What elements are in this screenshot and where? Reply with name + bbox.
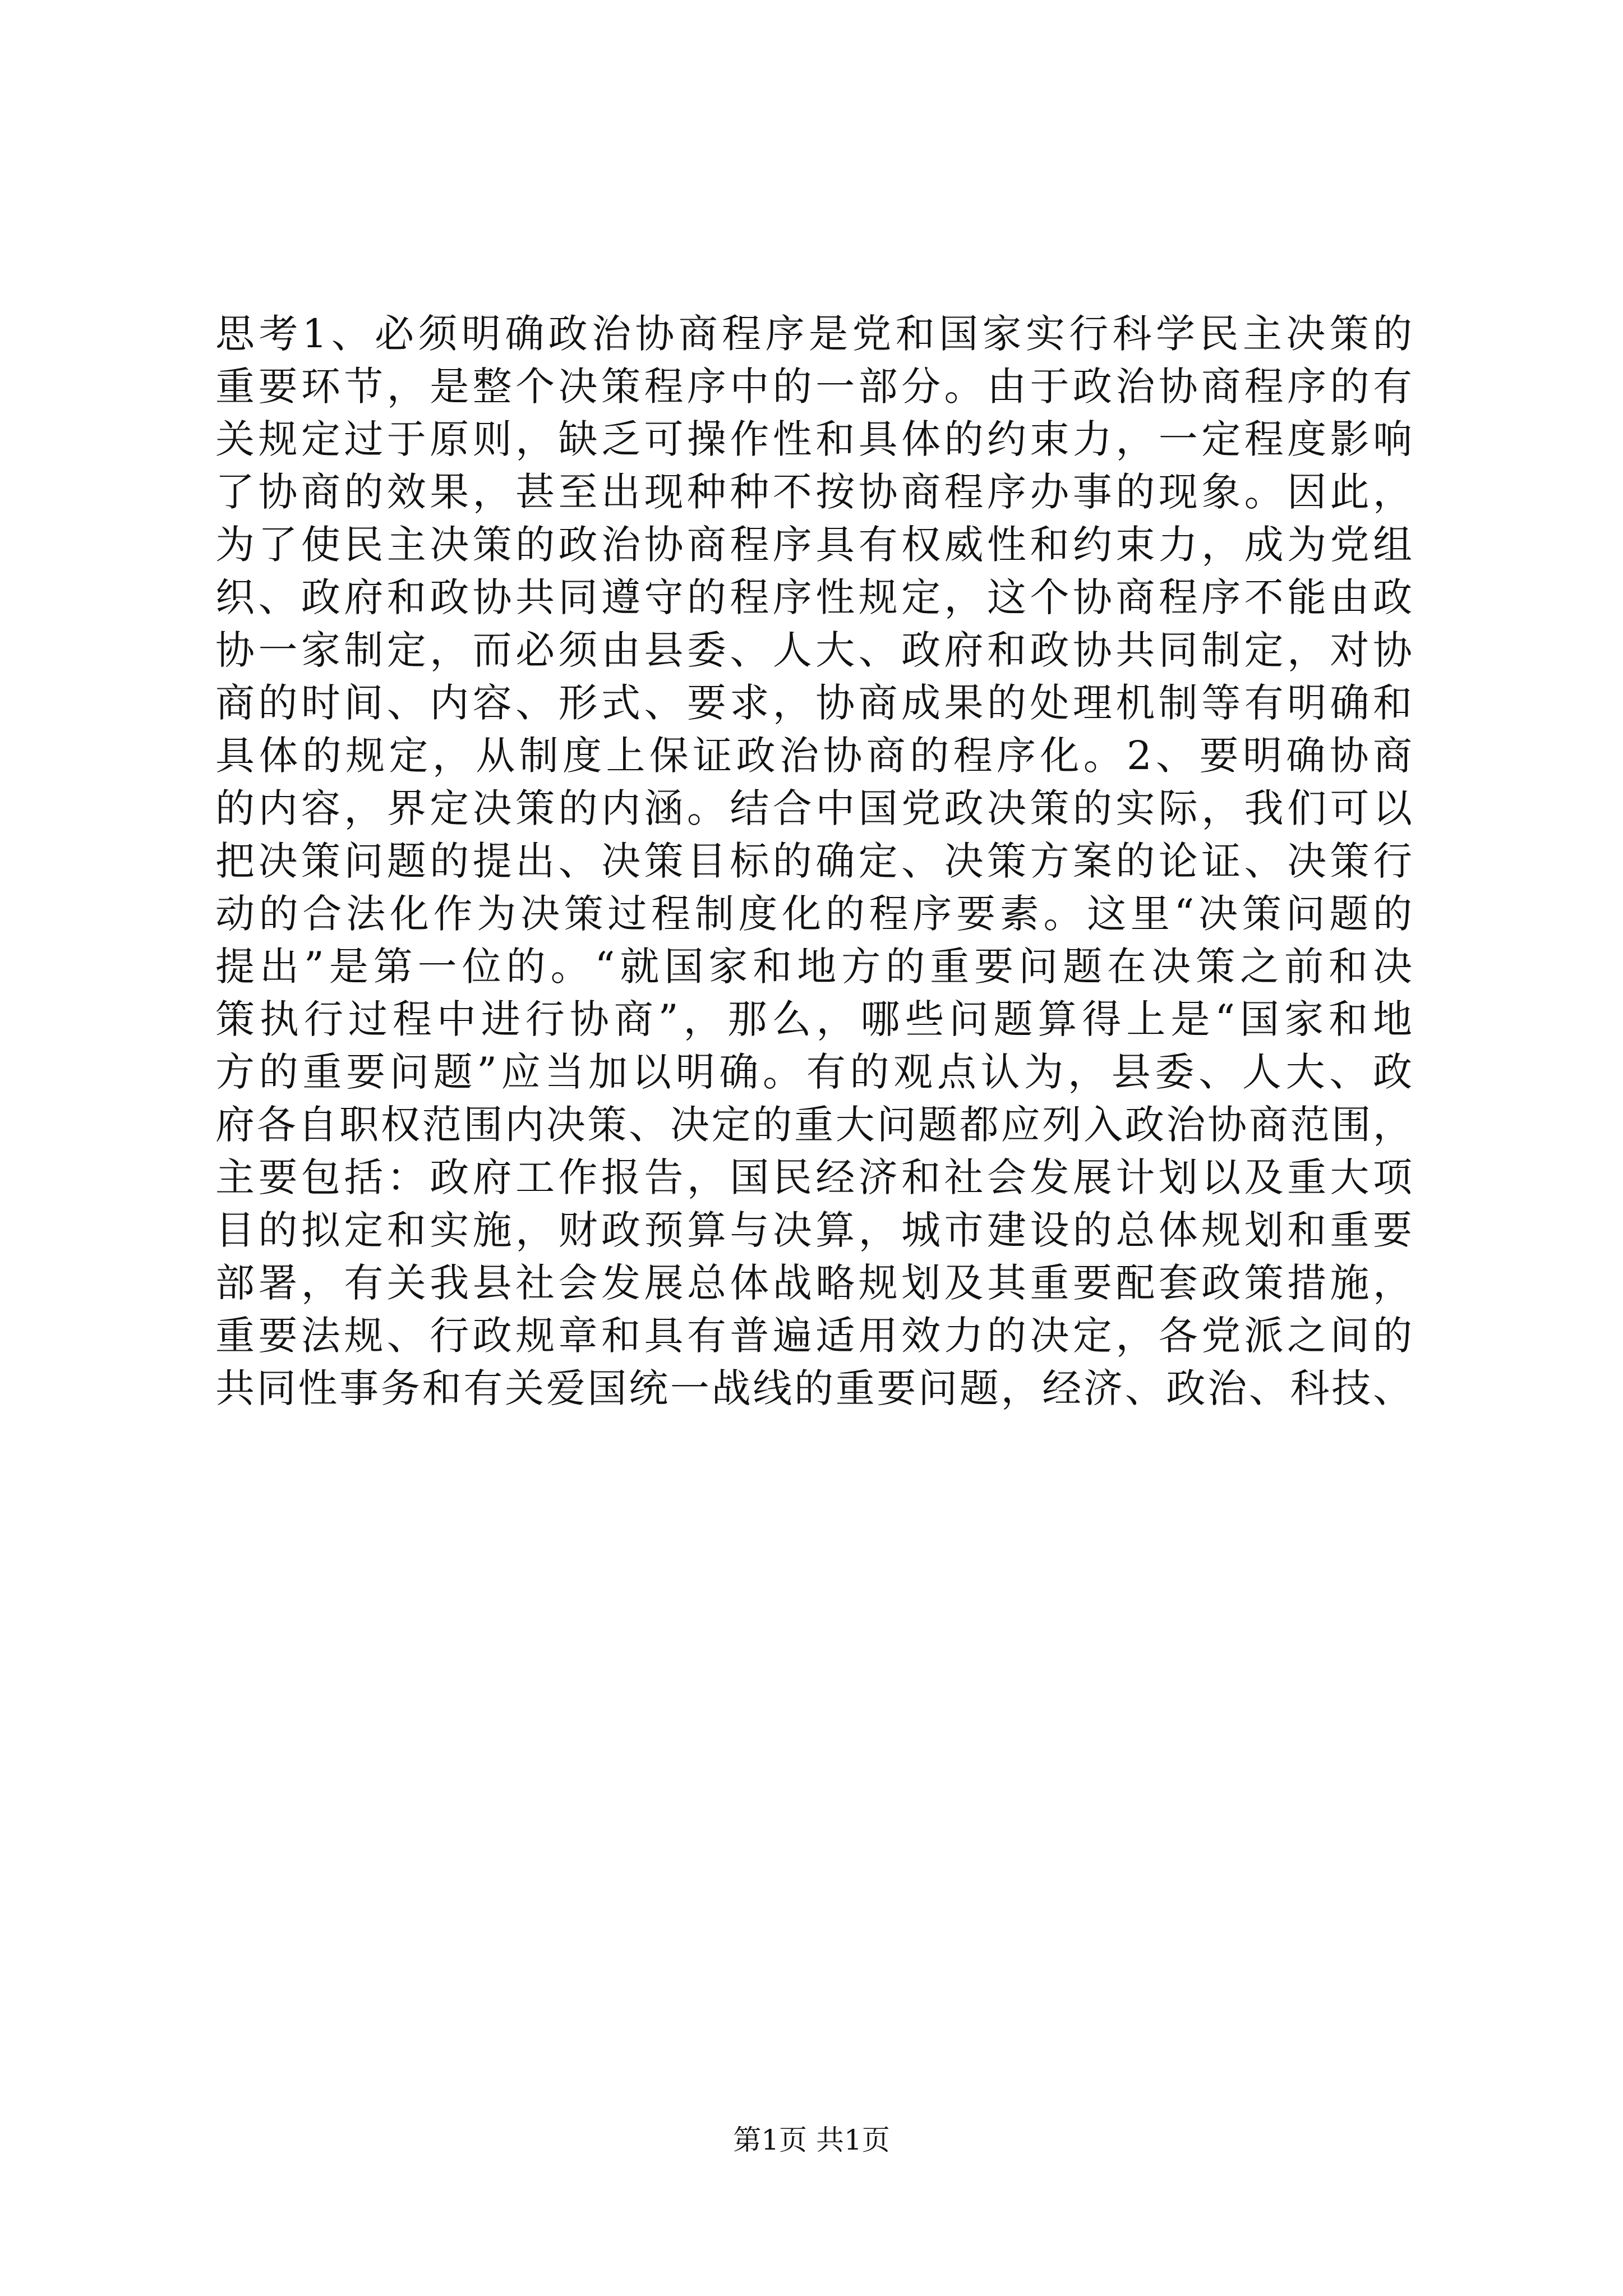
text-line: 为了使民主决策的政治协商程序具有权威性和约束力，成为党组 — [215, 522, 1412, 568]
text-line: 织、政府和政协共同遵守的程序性规定，这个协商程序不能由政 — [215, 574, 1412, 620]
text-line: 府各自职权范围内决策、决定的重大问题都应列入政治协商范围， — [215, 1102, 1412, 1148]
text-line: 动的合法化作为决策过程制度化的程序要素。这里“决策问题的 — [215, 891, 1412, 937]
page-number-label: 第1页 共1页 — [733, 2124, 890, 2156]
text-line: 的内容，界定决策的内涵。结合中国党政决策的实际，我们可以 — [215, 785, 1412, 831]
text-line: 关规定过于原则，缺乏可操作性和具体的约束力，一定程度影响 — [215, 416, 1412, 462]
text-line: 具体的规定，从制度上保证政治协商的程序化。2、要明确协商 — [215, 733, 1412, 779]
text-line: 思考1、必须明确政治协商程序是党和国家实行科学民主决策的 — [215, 311, 1412, 357]
text-line: 重要环节，是整个决策程序中的一部分。由于政治协商程序的有 — [215, 364, 1412, 409]
text-line: 共同性事务和有关爱国统一战线的重要问题，经济、政治、科技、 — [215, 1365, 1412, 1411]
text-line: 把决策问题的提出、决策目标的确定、决策方案的论证、决策行 — [215, 838, 1412, 884]
body-text — [215, 307, 1412, 1415]
text-line: 策执行过程中进行协商”，那么，哪些问题算得上是“国家和地 — [215, 996, 1412, 1042]
text-line: 部署，有关我县社会发展总体战略规划及其重要配套政策措施， — [215, 1260, 1412, 1306]
text-line: 重要法规、行政规章和具有普遍适用效力的决定，各党派之间的 — [215, 1313, 1412, 1359]
text-line: 目的拟定和实施，财政预算与决算，城市建设的总体规划和重要 — [215, 1207, 1412, 1253]
page-footer — [0, 2120, 1623, 2160]
text-line: 方的重要问题”应当加以明确。有的观点认为，县委、人大、政 — [215, 1049, 1412, 1095]
text-line: 主要包括：政府工作报告，国民经济和社会发展计划以及重大项 — [215, 1154, 1412, 1200]
text-line: 提出”是第一位的。“就国家和地方的重要问题在决策之前和决 — [215, 944, 1412, 990]
text-line: 了协商的效果，甚至出现种种不按协商程序办事的现象。因此， — [215, 469, 1412, 515]
text-line: 商的时间、内容、形式、要求，协商成果的处理机制等有明确和 — [215, 680, 1412, 726]
text-line: 协一家制定，而必须由县委、人大、政府和政协共同制定，对协 — [215, 627, 1412, 673]
